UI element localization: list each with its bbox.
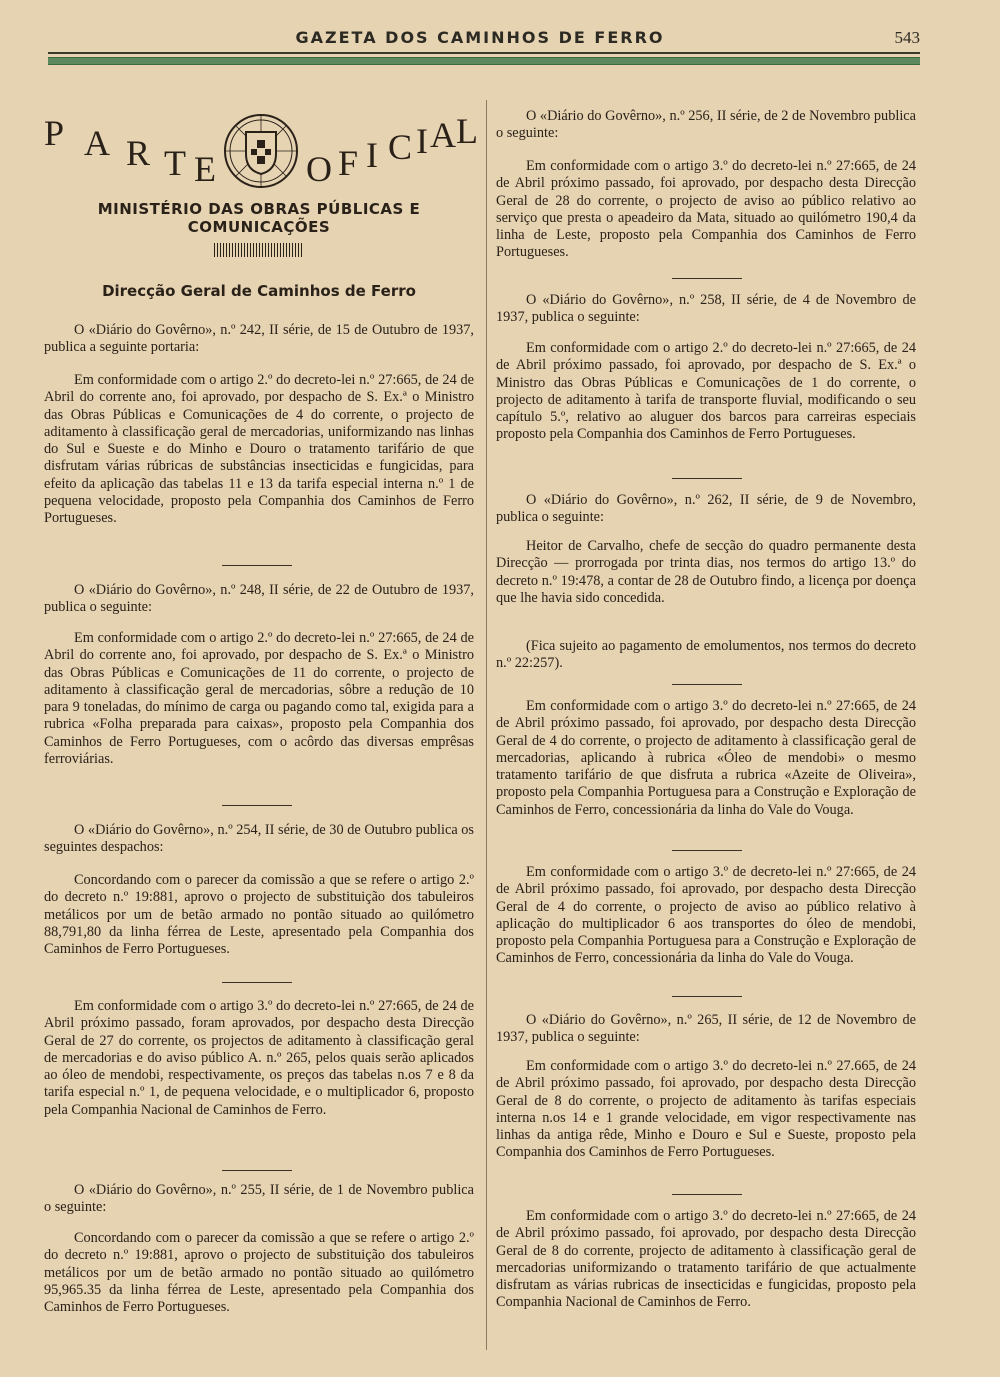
- right-notice-1: [496, 108, 916, 143]
- notice-note: (Fica sujeito ao pagamento de emolumentos, nos termos do decreto n.º 22:257).: [496, 638, 916, 672]
- separator-rule: [672, 278, 742, 279]
- notice-intro: O «Diário do Govêrno», n.º 248, II série, de 22 de Outubro de 1937, publica o seguinte:: [44, 582, 474, 616]
- separator-rule: [222, 565, 292, 566]
- right-notice-3-body: [496, 538, 916, 607]
- separator-rule: [672, 850, 742, 851]
- right-notice-3-note: [496, 638, 916, 673]
- notice-body: Em conformidade com o artigo 2.º do decreto-lei n.º 27:665, de 24 de Abril próximo passado, foi aprovado, por despacho de S. Ex.ª o Ministro das Obras Públicas e Comunicações de 1 do corrente, o projecto de aditamento à tarifa de transporte fluvial, modificando o seu capítulo 5.º, relativo ao aluguer dos barcos para carreiras especiais proposto pela Companhia dos Caminhos de Ferro Portugueses.: [496, 340, 916, 443]
- masthead-letter: R: [126, 133, 152, 173]
- notice-intro: O «Diário do Govêrno», n.º 262, II série, de 9 de Novembro, publica o seguinte:: [496, 492, 916, 526]
- left-notice-1-body: [44, 372, 474, 528]
- separator-rule: [672, 478, 742, 479]
- left-notice-4-body: [44, 998, 474, 1119]
- left-notice-3: [44, 822, 474, 857]
- masthead-letter: P: [44, 113, 66, 153]
- notice-body: Em conformidade com o artigo 2.º do decreto-lei n.º 27:665, de 24 de Abril do corrente ano, foi aprovado, por despacho de S. Ex.ª o Ministro das Obras Públicas e Comunicações de 4 do corrente, o projecto de aditamento à classificação geral de mercadorias, uniformizando nas linhas do Sul e Sueste e do Minho e Douro o tratamento tarifário de que disfrutam várias rúbricas de substâncias insecticidas e fungicidas, para efeito da aplicação das tabelas 11 e 13 da tarifa especial interna n.º 1 de pequena velocidade, proposto pela Companhia dos Caminhos de Ferro Portugueses.: [44, 372, 474, 527]
- left-notice-2-body: [44, 630, 474, 768]
- notice-intro: O «Diário do Govêrno», n.º 254, II série, de 30 de Outubro publica os seguintes despachos:: [44, 822, 474, 856]
- right-notice-5-body: [496, 864, 916, 968]
- masthead-letter: I: [416, 121, 429, 161]
- page-number: 543: [894, 28, 920, 47]
- masthead-letter: F: [338, 143, 360, 183]
- ministry-heading: MINISTÉRIO DAS OBRAS PÚBLICAS E COMUNICAÇÕES: [97, 200, 421, 236]
- page-header: [40, 26, 920, 52]
- notice-body: Em conformidade com o artigo 3.º do decreto-lei n.º 27:665, de 24 de Abril próximo passado, foi aprovado, por despacho desta Direcção Geral de 28 do corrente, o projecto de aviso ao público relativo ao serviço que presta o apeadeiro da Mata, situado ao quilómetro 190,4 da linha de Leste, proposto pela Companhia dos Caminhos de Ferro Portugueses.: [496, 158, 916, 261]
- header-rule: [48, 52, 920, 54]
- right-notice-1-body: [496, 158, 916, 262]
- right-notice-3: [496, 492, 916, 527]
- right-notice-6-body: [496, 1058, 916, 1162]
- separator-rule: [222, 1170, 292, 1171]
- masthead-letter: C: [388, 127, 414, 167]
- masthead-letter: A: [430, 115, 457, 155]
- right-notice-2-body: [496, 340, 916, 444]
- notice-body: Em conformidade com o artigo 3.º de decreto-lei n.º 27:665, de 24 de Abril próximo passado, foi aprovado, por despacho desta Direcção Geral de 4 do corrente, o projecto de aviso ao público relativo à aplicação do multiplicador 6 aos transportes do óleo de mendobi, proposto pela Companhia Portuguesa para a Construção e Exploração de Caminhos de Ferro, concessionária da linha do Vale do Vouga.: [496, 864, 916, 967]
- notice-body: Em conformidade com o artigo 3.º do decreto-lei n.º 27.665, de 24 de Abril próximo passado, foi aprovado, por despacho desta Direcção Geral de 8 do corrente, o projecto de aditamento às tarifas especiais interna n.os 14 e 1 grande velocidade, em vigor respectivamente nas linhas da antiga rêde, Minho e Douro e Sul e Sueste, proposto pela Companhia dos Caminhos de Ferro Portugueses.: [496, 1058, 916, 1161]
- masthead-letter: T: [164, 143, 187, 183]
- notice-body: Em conformidade com o artigo 3.º do decreto-lei n.º 27:665, de 24 de Abril próximo passado, foram aprovados, por despacho desta Direcção Geral de 27 do corrente, os projectos de aditamento à classificação geral de mercadorias e do aviso público A. n.º 265, pelos quais serão aplicados ao óleo de mendobi, respectivamente, os preços das tabelas n.os 7 e 8 da tarifa especial n.º 1, de pequena velocidade, e o multiplicador 6, proposto pela Companhia Nacional de Caminhos de Ferro.: [44, 998, 474, 1118]
- section-title: Direcção Geral de Caminhos de Ferro: [102, 282, 416, 300]
- separator-rule: [222, 805, 292, 806]
- separator-rule: [672, 684, 742, 685]
- masthead-letter: E: [194, 149, 217, 189]
- portuguese-coat-of-arms-icon: [222, 112, 300, 190]
- notice-intro: O «Diário do Govêrno», n.º 258, II série, de 4 de Novembro de 1937, publica o seguinte:: [496, 292, 916, 326]
- masthead-letter: L: [456, 111, 479, 151]
- notice-intro: O «Diário do Govêrno», n.º 255, II série, de 1 de Novembro publica o seguinte:: [44, 1182, 474, 1216]
- notice-intro: O «Diário do Govêrno», n.º 256, II série, de 2 de Novembro publica o seguinte:: [496, 108, 916, 142]
- masthead-letter: I: [366, 135, 379, 175]
- column-divider: [486, 100, 487, 1350]
- masthead-letter: O: [306, 149, 333, 189]
- left-notice-2: [44, 582, 474, 617]
- notice-body: Em conformidade com o artigo 2.º do decreto-lei n.º 27:665, de 24 de Abril do corrente ano, foi aprovado, por despacho de S. Ex.ª o Ministro das Obras Públicas e Comunicações de 11 do corrente, o projecto de aditamento à classificação geral de mercadorias, sôbre a redução de 10 para 9 toneladas, do mínimo de carga ou pagando como tal, exigida para a rubrica «Folha preparada para caixas», proposto pela Companhia dos Caminhos de Ferro Portugueses, com o acôrdo das diversas emprêsas ferroviárias.: [44, 630, 474, 768]
- notice-body: Heitor de Carvalho, chefe de secção do quadro permanente desta Direcção — prorrogada por trinta dias, nos termos do artigo 13.º do decreto n.º 19:478, a contar de 28 de Outubro findo, a licença por doença que lhe havia sido concedida.: [496, 538, 916, 606]
- notice-body: Concordando com o parecer da comissão a que se refere o artigo 2.º do decreto n.º 19:881, aprovo o projecto de substituição dos tabuleiros metálicos por um de betão armado no pontão situado ao quilómetro 95,965.35 da linha férrea de Leste, apresentado pela Companhia dos Caminhos de Ferro Portugueses.: [44, 1230, 474, 1316]
- notice-intro: O «Diário do Govêrno», n.º 265, II série, de 12 de Novembro de 1937, publica o seguinte:: [496, 1012, 916, 1046]
- right-notice-4-body: [496, 698, 916, 819]
- header-green-band: [48, 57, 920, 65]
- parte-oficial-masthead: [44, 104, 479, 189]
- notice-body: Em conformidade com o artigo 3.º do decreto-lei n.º 27:665, de 24 de Abril próximo passado, foi aprovado, por despacho desta Direcção Geral de 4 do corrente, o projecto de aditamento à classificação geral de mercadorias, aplicando à rubrica «Óleo de mendobi» o mesmo tratamento tarifário de que disfruta a rubrica «Azeite de Oliveira», proposto pela Companhia Portuguesa para a Construção e Exploração de Caminhos de Ferro, concessionária da linha do Vale do Vouga.: [496, 698, 916, 818]
- masthead-letter: A: [84, 123, 111, 163]
- separator-rule: [672, 1194, 742, 1195]
- right-notice-2: [496, 292, 916, 327]
- separator-rule: [222, 982, 292, 983]
- ornament-divider: [214, 243, 302, 257]
- left-notice-3-body: [44, 872, 474, 958]
- publication-title: GAZETA DOS CAMINHOS DE FERRO: [295, 28, 665, 47]
- notice-body: Concordando com o parecer da comissão a que se refere o artigo 2.º do decreto n.º 19:881, aprovo o projecto de substituição dos tabuleiros metálicos por um de betão armado no pontão situado ao quilómetro 88,791,80 da linha férrea de Leste, apresentado pela Companhia dos Caminhos de Ferro Portugueses.: [44, 872, 474, 958]
- left-notice-5-body: [44, 1230, 474, 1316]
- left-notice-5: [44, 1182, 474, 1217]
- separator-rule: [672, 996, 742, 997]
- notice-intro: O «Diário do Govêrno», n.º 242, II série, de 15 de Outubro de 1937, publica a seguinte portaria:: [44, 322, 474, 356]
- right-notice-6: [496, 1012, 916, 1047]
- left-notice-1: [44, 322, 474, 357]
- notice-body: Em conformidade com o artigo 3.º do decreto-lei n.º 27:665, de 24 de Abril próximo passado, foi aprovado, por despacho desta Direcção Geral de 8 do corrente, projecto de aditamento à classificação geral de mercadorias uniformizando o tratamento tarifário de que actualmente disfrutam as várias rubricas de insecticidas e fungicidas, proposto pela Companhia Nacional de Caminhos de Ferro.: [496, 1208, 916, 1311]
- right-notice-7-body: [496, 1208, 916, 1312]
